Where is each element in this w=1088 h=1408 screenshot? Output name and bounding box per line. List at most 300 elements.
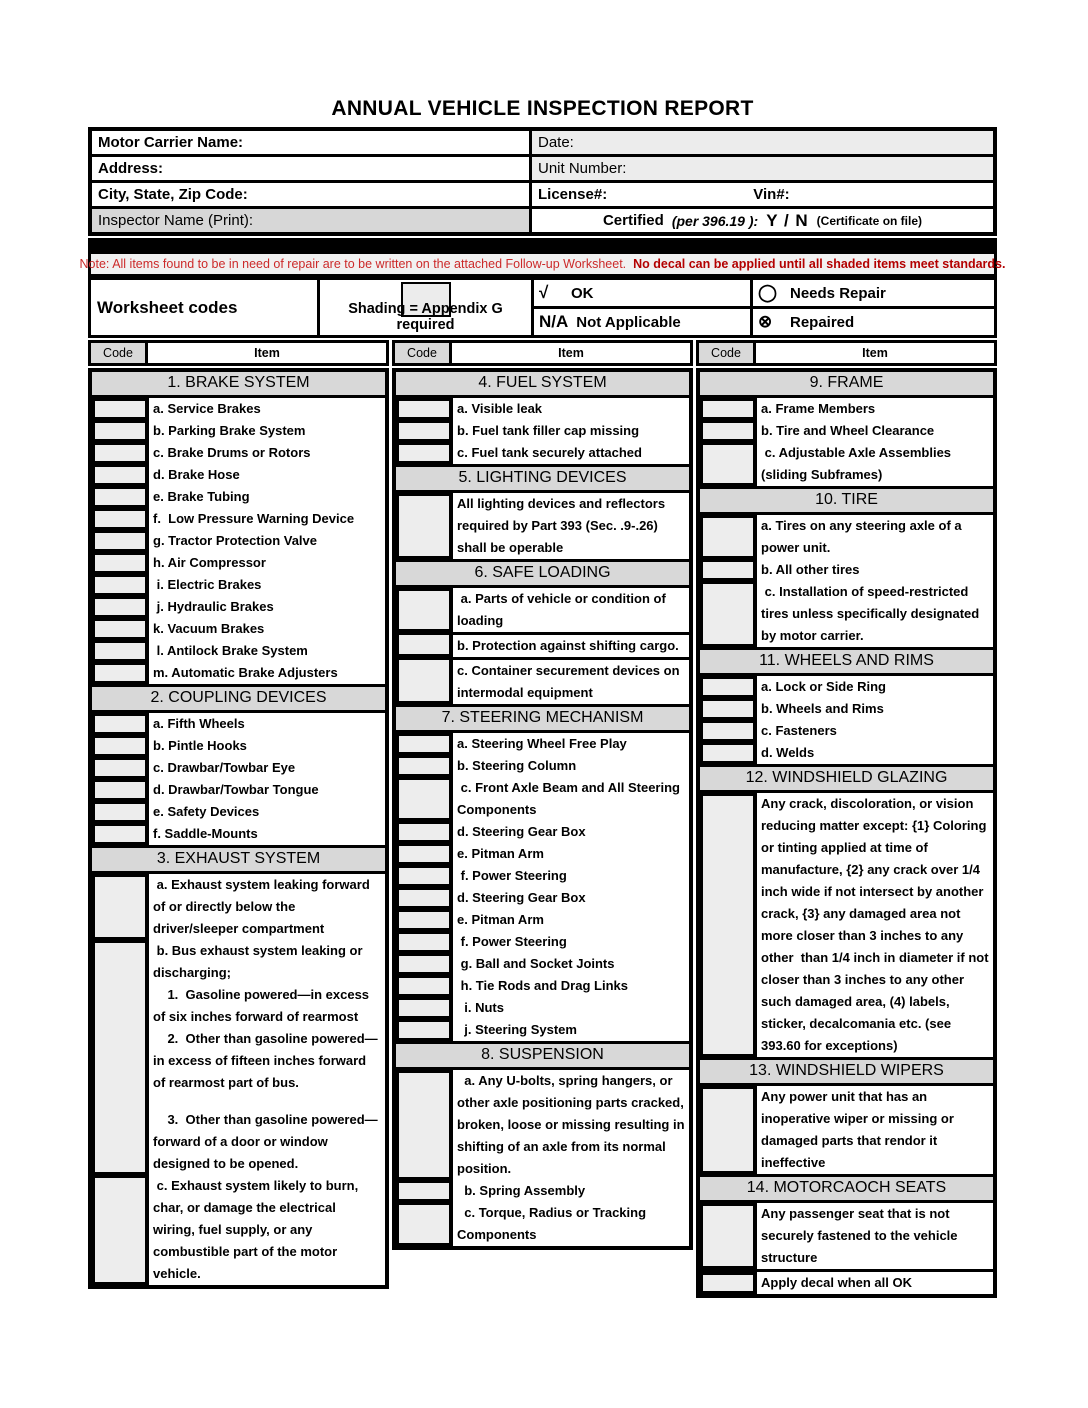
table-row [92, 823, 385, 845]
code-entry-box[interactable] [399, 660, 449, 701]
code-entry-box[interactable] [95, 577, 145, 593]
legend-repaired [753, 309, 994, 335]
table-row [700, 676, 993, 698]
section-header: 12. WINDSHIELD GLAZING [700, 764, 993, 793]
table-row [92, 757, 385, 779]
table-row [396, 398, 689, 420]
circle-icon: ◯ [758, 283, 778, 302]
item-text [149, 552, 385, 574]
table-row [92, 779, 385, 801]
code-entry-box[interactable] [399, 445, 449, 461]
table-row [396, 657, 689, 704]
section-header: 6. SAFE LOADING [396, 559, 689, 588]
table-row [92, 398, 385, 420]
code-entry-box[interactable] [95, 1178, 145, 1282]
code-entry-box[interactable] [703, 1275, 753, 1291]
code-cell [92, 552, 149, 574]
code-entry-box[interactable] [399, 496, 449, 556]
table-row [396, 777, 689, 821]
field-inspector-name[interactable] [92, 209, 529, 232]
item-line: l. Antilock Brake System [153, 643, 308, 658]
table-row [396, 975, 689, 997]
item-line: i. Electric Brakes [153, 577, 262, 592]
code-entry-box[interactable] [95, 555, 145, 571]
note-text: Note: All items found to be in need of repair are to be written on the attached Follow-up Worksheet. [79, 257, 627, 271]
item-line: c. Drawbar/Towbar Eye [153, 760, 296, 775]
code-entry-box[interactable] [95, 643, 145, 659]
code-entry-box[interactable] [399, 1183, 449, 1199]
table-row [92, 735, 385, 757]
code-entry-box[interactable] [95, 826, 145, 842]
code-cell [700, 742, 757, 764]
table-row [396, 1070, 689, 1180]
code-entry-box[interactable] [399, 846, 449, 862]
code-cell [700, 442, 757, 486]
code-entry-box[interactable] [95, 445, 145, 461]
code-cell [92, 640, 149, 662]
item-line: b. Spring Assembly [457, 1183, 586, 1198]
code-entry-box[interactable] [399, 758, 449, 774]
code-entry-box[interactable] [95, 877, 145, 937]
item-line: Any power unit that has an inoperative wiper or missing or damaged parts that rendor it ineffective [761, 1089, 958, 1170]
code-cell [396, 1019, 453, 1041]
item-text [453, 887, 689, 909]
item-text [757, 720, 993, 742]
item-line: h. Air Compressor [153, 555, 266, 570]
item-text [453, 865, 689, 887]
table-row [396, 887, 689, 909]
license-label: License#: [538, 186, 608, 203]
section-header: 2. COUPLING DEVICES [92, 684, 385, 713]
legend-repaired-label: Repaired [790, 313, 855, 331]
item-line: c. Container securement devices on intermodal equipment [457, 663, 684, 700]
item-text [149, 940, 385, 1175]
item-line: c. Brake Drums or Rotors [153, 445, 311, 460]
code-entry-box[interactable] [95, 599, 145, 615]
code-cell [92, 735, 149, 757]
table-row [92, 552, 385, 574]
code-entry-box[interactable] [703, 796, 753, 1054]
table-row [396, 953, 689, 975]
code-cell [396, 865, 453, 887]
code-entry-box[interactable] [399, 868, 449, 884]
item-text [453, 975, 689, 997]
item-line: g. Ball and Socket Joints [457, 956, 615, 971]
item-header: Item [452, 343, 690, 363]
code-cell [396, 1070, 453, 1180]
code-entry-box[interactable] [95, 804, 145, 820]
code-entry-box[interactable] [399, 780, 449, 818]
section-body [92, 874, 385, 1285]
item-line: a. Tires on any steering axle of a power unit. [761, 518, 966, 555]
item-line: h. Tie Rods and Drag Links [457, 978, 628, 993]
table-row [700, 742, 993, 764]
code-entry-box[interactable] [95, 738, 145, 754]
code-cell [92, 530, 149, 552]
code-cell [700, 515, 757, 559]
certified-per-label: (per 396.19 ): [671, 212, 759, 229]
item-line: b. Wheels and Rims [761, 701, 884, 716]
code-entry-box[interactable] [703, 723, 753, 739]
code-entry-box[interactable] [95, 621, 145, 637]
section-body [700, 398, 993, 486]
section-body [700, 1086, 993, 1174]
item-text [149, 398, 385, 420]
item-text [149, 596, 385, 618]
code-entry-box[interactable] [95, 401, 145, 417]
item-line: a. Frame Members [761, 401, 876, 416]
item-text [149, 713, 385, 735]
code-entry-box[interactable] [95, 782, 145, 798]
item-text [757, 515, 993, 559]
section-header: 1. BRAKE SYSTEM [92, 372, 385, 398]
code-cell [92, 420, 149, 442]
code-cell [700, 793, 757, 1057]
code-cell [396, 733, 453, 755]
item-text [149, 662, 385, 684]
code-cell [396, 493, 453, 559]
code-entry-box[interactable] [703, 584, 753, 644]
code-entry-box[interactable] [95, 467, 145, 483]
item-text [453, 588, 689, 632]
field-unit-number[interactable] [532, 157, 993, 180]
code-cell [396, 398, 453, 420]
code-entry-box[interactable] [703, 518, 753, 556]
code-entry-box[interactable] [95, 533, 145, 549]
item-line: a. Any U-bolts, spring hangers, or other axle positioning parts cracked, broken, loose or missing resulting in shifting of an axle from its normal position. [457, 1073, 689, 1176]
code-entry-box[interactable] [399, 956, 449, 972]
item-line: e. Pitman Arm [457, 912, 544, 927]
code-entry-box[interactable] [399, 890, 449, 906]
item-text [149, 486, 385, 508]
code-cell [92, 779, 149, 801]
code-entry-box[interactable] [399, 1205, 449, 1243]
code-entry-box[interactable] [95, 760, 145, 776]
code-entry-box[interactable] [703, 562, 753, 578]
code-entry-box[interactable] [703, 701, 753, 717]
item-line: c. Fuel tank securely attached [457, 445, 642, 460]
item-line: c. Exhaust system likely to burn, char, or damage the electrical wiring, fuel supply, or any combustible part of the motor vehicle. [153, 1178, 362, 1281]
section-body [700, 1272, 993, 1294]
certified-label: Certified [602, 212, 664, 229]
item-line: f. Power Steering [457, 868, 567, 883]
code-cell [92, 618, 149, 640]
code-cell [396, 777, 453, 821]
section-header: 14. MOTORCAOCH SEATS [700, 1174, 993, 1203]
item-text [149, 735, 385, 757]
code-entry-box[interactable] [95, 943, 145, 1172]
table-row [396, 865, 689, 887]
table-row [92, 574, 385, 596]
item-text [453, 997, 689, 1019]
section-header: 9. FRAME [700, 372, 993, 398]
item-header: Item [148, 343, 386, 363]
table-row [92, 420, 385, 442]
item-text [149, 618, 385, 640]
table-row [700, 515, 993, 559]
code-cell [700, 1272, 757, 1294]
legend-not-applicable [534, 309, 750, 335]
table-row [396, 442, 689, 464]
table-row [92, 530, 385, 552]
item-text [149, 442, 385, 464]
item-line: c. Adjustable Axle Assemblies (sliding Subframes) [761, 445, 955, 482]
section-header: 7. STEERING MECHANISM [396, 704, 689, 733]
item-line: e. Brake Tubing [153, 489, 250, 504]
code-entry-box[interactable] [399, 401, 449, 417]
item-text [453, 1202, 689, 1246]
legend-not-applicable-label: Not Applicable [576, 313, 681, 331]
inspector-name-label: Inspector Name (Print): [98, 212, 254, 229]
code-entry-box[interactable] [95, 511, 145, 527]
code-cell [92, 662, 149, 684]
code-cell [700, 720, 757, 742]
column-3 [696, 368, 997, 1298]
table-row [92, 640, 385, 662]
item-line: f. Low Pressure Warning Device [153, 511, 355, 526]
table-row [700, 793, 993, 1057]
code-cell [396, 632, 453, 657]
item-line: 3. Other than gasoline powered—forward of a door or window designed to be opened. [153, 1112, 378, 1171]
field-date[interactable] [532, 131, 993, 154]
item-text [149, 530, 385, 552]
section-header: 5. LIGHTING DEVICES [396, 464, 689, 493]
item-text [149, 420, 385, 442]
section-header: 8. SUSPENSION [396, 1041, 689, 1070]
code-entry-box[interactable] [399, 912, 449, 928]
item-line: a. Service Brakes [153, 401, 261, 416]
table-row [92, 618, 385, 640]
code-entry-box[interactable] [399, 934, 449, 950]
worksheet-codes-label: Worksheet codes [91, 280, 317, 335]
item-line: k. Vacuum Brakes [153, 621, 265, 636]
code-entry-box[interactable] [399, 1000, 449, 1016]
column-2 [392, 368, 693, 1250]
section-body [92, 713, 385, 845]
code-entry-box[interactable] [95, 423, 145, 439]
code-entry-box[interactable] [399, 635, 449, 654]
table-row [700, 1203, 993, 1269]
code-header: Code [91, 343, 145, 363]
code-entry-box[interactable] [399, 1073, 449, 1177]
code-entry-box[interactable] [399, 591, 449, 629]
table-row [92, 662, 385, 684]
item-line: e. Safety Devices [153, 804, 260, 819]
item-line: b. Tire and Wheel Clearance [761, 423, 935, 438]
divider-bar [88, 238, 997, 251]
item-line: d. Brake Hose [153, 467, 240, 482]
item-line: d. Steering Gear Box [457, 890, 586, 905]
code-entry-box[interactable] [399, 1022, 449, 1038]
legend-ok-label: OK [571, 284, 594, 302]
code-cell [700, 581, 757, 647]
table-row [92, 874, 385, 940]
item-line: a. Parts of vehicle or condition of loading [457, 591, 670, 628]
section-header: 10. TIRE [700, 486, 993, 515]
code-cell [396, 1202, 453, 1246]
certificate-on-file-label: (Certificate on file) [816, 213, 923, 228]
code-entry-box[interactable] [703, 445, 753, 483]
code-entry-box[interactable] [703, 401, 753, 417]
item-text [453, 442, 689, 464]
item-text [149, 757, 385, 779]
code-entry-box[interactable] [95, 489, 145, 505]
code-cell [92, 757, 149, 779]
code-cell [92, 874, 149, 940]
item-text [757, 398, 993, 420]
code-entry-box[interactable] [703, 423, 753, 439]
item-line: Apply decal when all OK [761, 1275, 912, 1290]
item-line: j. Steering System [457, 1022, 577, 1037]
column-header-group-3 [696, 340, 997, 366]
item-text [453, 398, 689, 420]
legend-needs-repair-label: Needs Repair [790, 284, 886, 302]
item-line: a. Lock or Side Ring [761, 679, 886, 694]
section-body [396, 493, 689, 559]
legend-needs-repair [753, 280, 994, 306]
item-line: a. Fifth Wheels [153, 716, 245, 731]
table-row [700, 698, 993, 720]
code-cell [396, 420, 453, 442]
item-line: b. Bus exhaust system leaking or discharging; [153, 943, 367, 980]
column-headers [88, 340, 997, 366]
item-text [149, 801, 385, 823]
field-city-state-zip[interactable] [92, 183, 529, 206]
item-text [453, 777, 689, 821]
code-entry-box[interactable] [703, 1206, 753, 1266]
item-line: g. Tractor Protection Valve [153, 533, 317, 548]
item-line: d. Drawbar/Towbar Tongue [153, 782, 319, 797]
item-line: a. Visible leak [457, 401, 543, 416]
table-row [700, 559, 993, 581]
table-row [92, 1175, 385, 1285]
section-header: 4. FUEL SYSTEM [396, 372, 689, 398]
code-cell [396, 755, 453, 777]
column-header-group-1 [88, 340, 389, 366]
table-row [396, 931, 689, 953]
item-text [149, 779, 385, 801]
code-cell [92, 486, 149, 508]
certified-yn-choice[interactable]: Y / N [766, 210, 809, 230]
item-text [757, 1086, 993, 1174]
table-row [92, 508, 385, 530]
section-body [700, 676, 993, 764]
item-text [757, 442, 993, 486]
code-cell [92, 940, 149, 1175]
code-cell [396, 909, 453, 931]
item-text [757, 1272, 993, 1294]
table-row [700, 720, 993, 742]
item-text [149, 640, 385, 662]
field-certified[interactable] [532, 209, 993, 232]
table-row [396, 1180, 689, 1202]
section-body [396, 1070, 689, 1246]
code-entry-box[interactable] [399, 423, 449, 439]
table-row [700, 420, 993, 442]
section-body [700, 1203, 993, 1269]
item-text [757, 1203, 993, 1269]
code-cell [92, 1175, 149, 1285]
code-cell [92, 713, 149, 735]
item-text [757, 420, 993, 442]
code-entry-box[interactable] [399, 978, 449, 994]
code-entry-box[interactable] [95, 716, 145, 732]
table-row [396, 909, 689, 931]
check-icon: √ [539, 283, 549, 302]
city-state-zip-label: City, State, Zip Code: [98, 186, 248, 203]
item-text [453, 931, 689, 953]
table-row [396, 632, 689, 657]
item-line: d. Welds [761, 745, 815, 760]
item-line: c. Torque, Radius or Tracking Components [457, 1205, 650, 1242]
code-cell [700, 398, 757, 420]
code-entry-box[interactable] [703, 679, 753, 695]
item-line: i. Nuts [457, 1000, 504, 1015]
item-text [149, 823, 385, 845]
code-entry-box[interactable] [703, 1089, 753, 1171]
legend-ok [534, 280, 750, 306]
item-line: b. Fuel tank filler cap missing [457, 423, 640, 438]
item-text [453, 657, 689, 704]
code-cell [700, 676, 757, 698]
field-motor-carrier-name[interactable] [92, 131, 529, 154]
code-entry-box[interactable] [399, 824, 449, 840]
table-row [396, 821, 689, 843]
code-cell [396, 975, 453, 997]
item-line: All lighting devices and reflectors required by Part 393 (Sec. .9-.26) shall be operable [457, 496, 669, 555]
item-line: b. Protection against shifting cargo. [457, 638, 679, 653]
table-row [396, 733, 689, 755]
section-body [700, 515, 993, 647]
page-title: ANNUAL VEHICLE INSPECTION REPORT [331, 97, 754, 120]
code-cell [396, 931, 453, 953]
item-text [453, 1019, 689, 1041]
field-license-vin[interactable] [532, 183, 993, 206]
item-text [453, 493, 689, 559]
code-entry-box[interactable] [95, 665, 145, 681]
address-label: Address: [98, 160, 164, 177]
section-body [396, 398, 689, 464]
item-line: c. Front Axle Beam and All Steering Components [457, 780, 684, 817]
item-text [453, 821, 689, 843]
note-banner [79, 251, 1006, 277]
item-line: b. Pintle Hooks [153, 738, 247, 753]
code-cell [700, 1086, 757, 1174]
code-cell [396, 821, 453, 843]
code-cell [92, 574, 149, 596]
table-row [396, 1019, 689, 1041]
section-body [396, 733, 689, 1041]
code-entry-box[interactable] [703, 745, 753, 761]
worksheet-codes-legend [88, 277, 997, 338]
code-cell [396, 953, 453, 975]
column-header-group-2 [392, 340, 693, 366]
table-row [92, 486, 385, 508]
code-cell [700, 698, 757, 720]
carrier-info-table [88, 127, 997, 236]
code-entry-box[interactable] [399, 736, 449, 752]
item-line: c. Installation of speed-restricted tires unless specifically designated by motor carrier. [761, 584, 983, 643]
section-body [396, 588, 689, 704]
field-address[interactable] [92, 157, 529, 180]
code-cell [396, 442, 453, 464]
unit-number-label: Unit Number: [538, 160, 627, 177]
item-text [453, 420, 689, 442]
table-row [700, 1272, 993, 1294]
table-row [700, 442, 993, 486]
item-line: b. Steering Column [457, 758, 577, 773]
inspection-columns [88, 368, 997, 1298]
